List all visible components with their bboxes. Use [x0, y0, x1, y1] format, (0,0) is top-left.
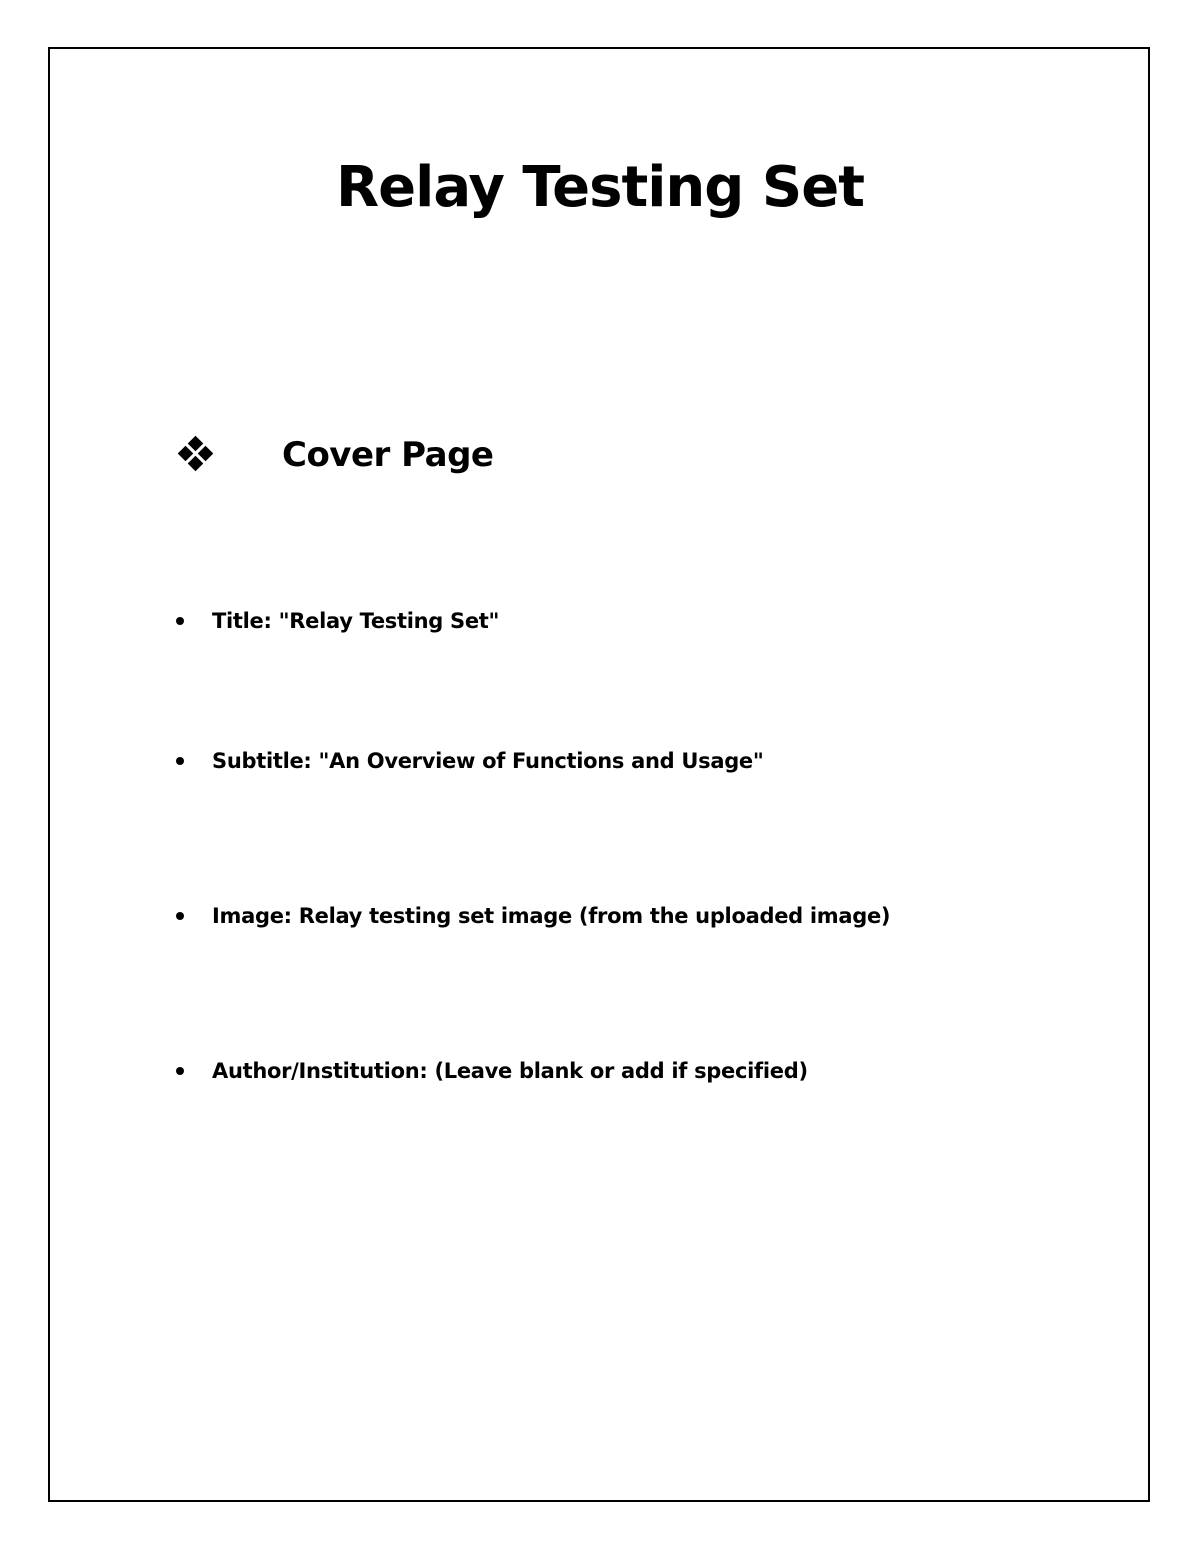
- bullet-dot-icon: [176, 617, 184, 625]
- diamond-bullet-icon: [176, 435, 216, 475]
- list-item-text: Author/Institution: (Leave blank or add if specified): [212, 1059, 808, 1083]
- bullet-dot-icon: [176, 912, 184, 920]
- list-item: [176, 606, 1076, 636]
- document-title: Relay Testing Set: [336, 155, 864, 220]
- list-item-text: Subtitle: "An Overview of Functions and Usage": [212, 749, 764, 773]
- bullet-dot-icon: [176, 757, 184, 765]
- list-item: [176, 901, 1076, 931]
- section-heading-text: Cover Page: [282, 435, 494, 475]
- list-item: [176, 1056, 1076, 1086]
- list-item: [176, 746, 1076, 776]
- list-item-text: Image: Relay testing set image (from the uploaded image): [212, 904, 891, 928]
- bullet-dot-icon: [176, 1067, 184, 1075]
- section-heading: [176, 430, 494, 480]
- list-item-text: Title: "Relay Testing Set": [212, 609, 500, 633]
